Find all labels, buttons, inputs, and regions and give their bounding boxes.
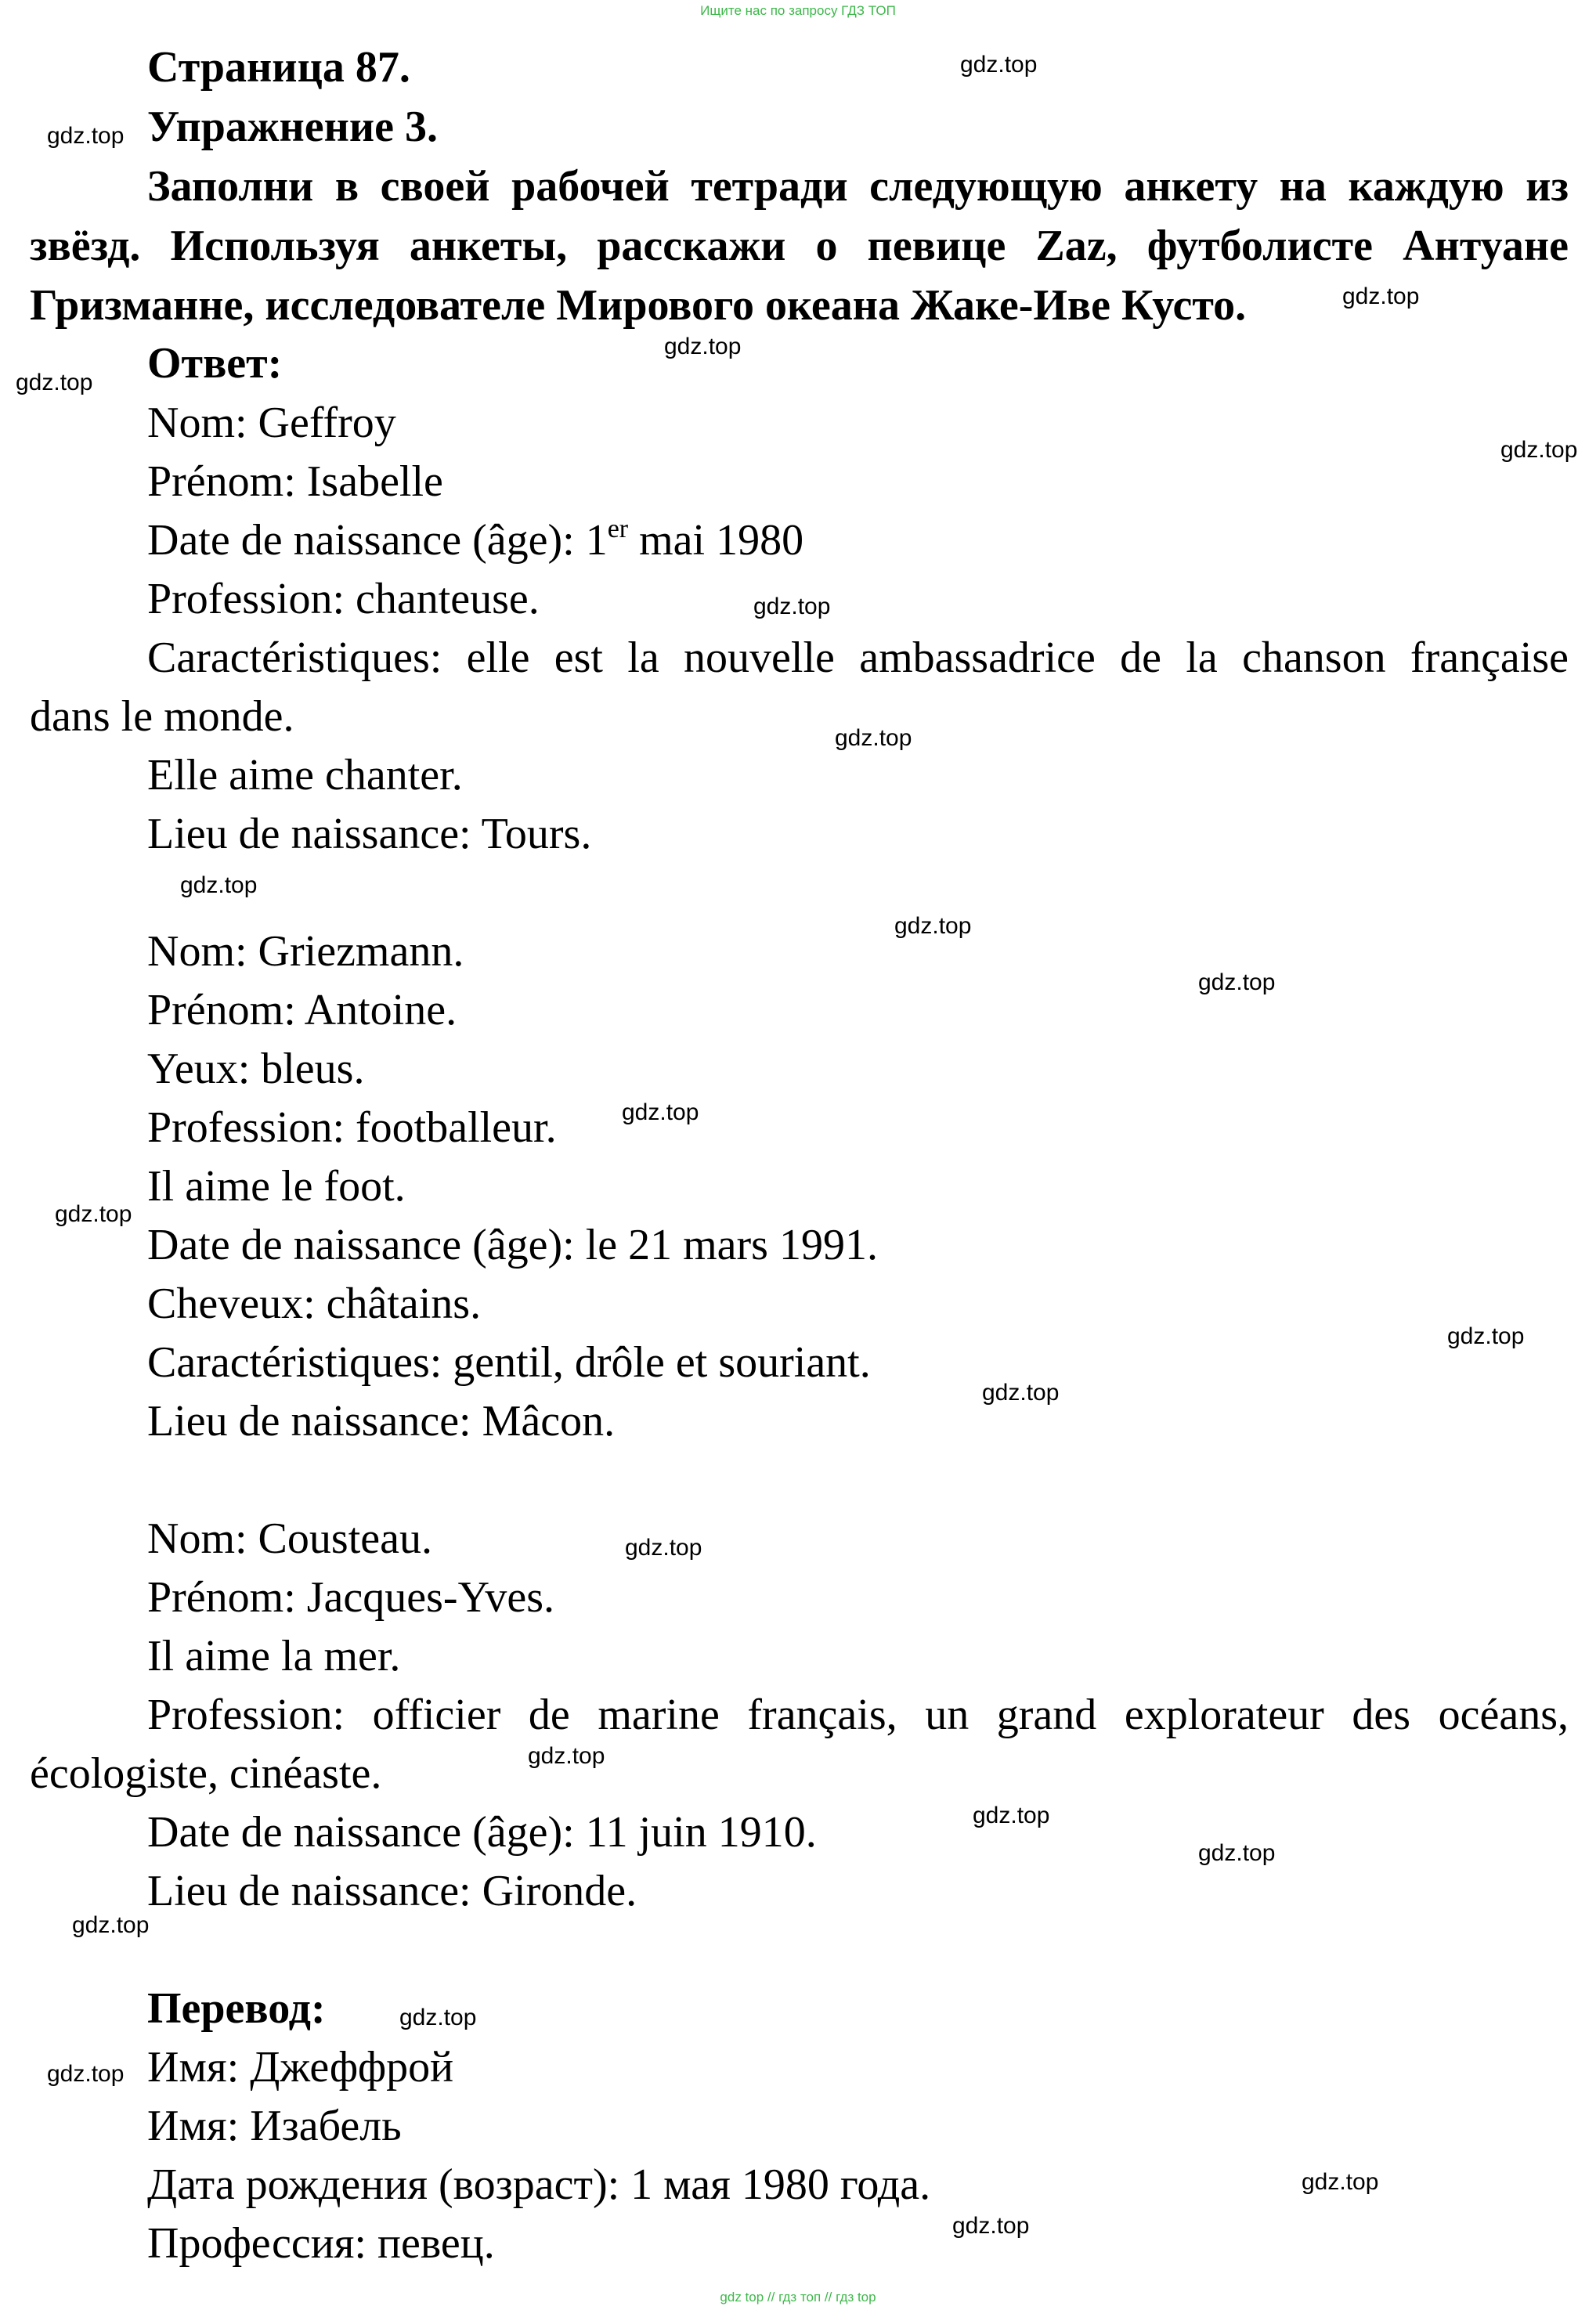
watermark: gdz.top	[622, 1099, 699, 1125]
zaz-naissance-sup: er	[607, 514, 629, 543]
cousteau-profession-line-2: écologiste, cinéaste.	[30, 1749, 382, 1798]
griezmann-nom: Nom: Griezmann.	[147, 927, 464, 976]
task-line-2: звёзд. Используя анкеты, расскажи о певице Zaz, футболисте Антуане	[30, 222, 1569, 270]
watermark: gdz.top	[835, 725, 912, 751]
zaz-caract-line-2: dans le monde.	[30, 692, 294, 741]
watermark: gdz.top	[47, 123, 125, 149]
search-hint: Ищите нас по запросу ГДЗ ТОП	[700, 3, 896, 18]
zaz-aime: Elle aime chanter.	[147, 751, 463, 799]
griezmann-lieu: Lieu de naissance: Mâcon.	[147, 1397, 616, 1446]
cousteau-lieu: Lieu de naissance: Gironde.	[147, 1867, 637, 1915]
translation-line-3: Дата рождения (возраст): 1 мая 1980 года.	[147, 2160, 931, 2209]
watermark: gdz.top	[952, 2213, 1030, 2239]
zaz-naissance	[0, 515, 1596, 565]
footer-note: gdz top // гдз топ // гдз top	[720, 2290, 876, 2305]
watermark: gdz.top	[982, 1380, 1060, 1406]
zaz-naissance-suffix: mai 1980	[628, 516, 804, 565]
watermark: gdz.top	[960, 52, 1038, 78]
watermark: gdz.top	[399, 2005, 477, 2030]
watermark: gdz.top	[1198, 969, 1276, 995]
exercise-title: Упражнение 3.	[147, 103, 439, 151]
translation-line-1: Имя: Джеффрой	[147, 2043, 454, 2092]
watermark: gdz.top	[973, 1803, 1050, 1828]
watermark: gdz.top	[1198, 1840, 1276, 1866]
griezmann-prenom: Prénom: Antoine.	[147, 986, 457, 1034]
translation-line-2: Имя: Изабель	[147, 2102, 402, 2150]
watermark: gdz.top	[1447, 1323, 1525, 1349]
griezmann-profession: Profession: footballeur.	[147, 1103, 557, 1152]
watermark: gdz.top	[55, 1201, 132, 1227]
zaz-nom: Nom: Geffroy	[147, 399, 396, 447]
zaz-profession: Profession: chanteuse.	[147, 575, 540, 623]
watermark: gdz.top	[180, 872, 258, 898]
cousteau-profession-line-1: Profession: officier de marine français, un grand explorateur des océans,	[147, 1691, 1569, 1739]
watermark: gdz.top	[528, 1743, 605, 1769]
zaz-prenom: Prénom: Isabelle	[147, 457, 443, 506]
watermark: gdz.top	[894, 913, 972, 939]
watermark: gdz.top	[753, 594, 831, 619]
griezmann-caract: Caractéristiques: gentil, drôle et souriant.	[147, 1338, 871, 1387]
watermark: gdz.top	[16, 370, 93, 395]
cousteau-nom: Nom: Cousteau.	[147, 1514, 432, 1563]
griezmann-yeux: Yeux: bleus.	[147, 1045, 365, 1093]
zaz-naissance-prefix: Date de naissance (âge): 1	[147, 516, 608, 565]
task-line-1: Заполни в своей рабочей тетради следующую анкету на каждую из	[147, 162, 1569, 211]
cousteau-prenom: Prénom: Jacques-Yves.	[147, 1573, 555, 1622]
watermark: gdz.top	[1500, 437, 1578, 463]
cousteau-naissance: Date de naissance (âge): 11 juin 1910.	[147, 1808, 817, 1857]
answer-label: Ответ:	[147, 339, 283, 388]
zaz-caract-line-1: Caractéristiques: elle est la nouvelle ambassadrice de la chanson française	[147, 633, 1569, 682]
cousteau-aime: Il aime la mer.	[147, 1632, 401, 1680]
translation-label: Перевод:	[147, 1984, 326, 2033]
translation-line-4: Профессия: певец.	[147, 2219, 495, 2268]
griezmann-naissance: Date de naissance (âge): le 21 mars 1991.	[147, 1221, 878, 1269]
griezmann-aime: Il aime le foot.	[147, 1162, 406, 1211]
zaz-lieu: Lieu de naissance: Tours.	[147, 810, 592, 858]
watermark: gdz.top	[1342, 283, 1420, 309]
watermark: gdz.top	[664, 334, 742, 359]
watermark: gdz.top	[1302, 2169, 1379, 2195]
watermark: gdz.top	[72, 1912, 150, 1938]
griezmann-cheveux: Cheveux: châtains.	[147, 1280, 482, 1328]
page-number: Страница 87.	[147, 43, 410, 92]
task-line-3: Гризманне, исследователе Мирового океана Жаке-Иве Кусто.	[30, 281, 1247, 330]
watermark: gdz.top	[625, 1535, 702, 1561]
watermark: gdz.top	[47, 2061, 125, 2087]
